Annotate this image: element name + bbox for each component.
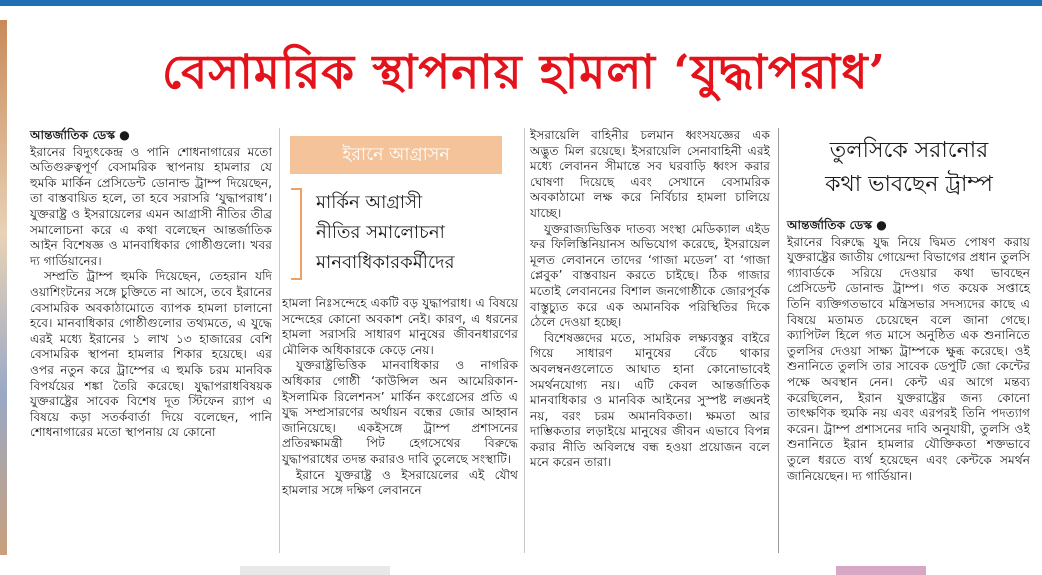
column-divider <box>524 128 525 553</box>
kicker-label: ইরানে আগ্রাসন <box>290 136 502 174</box>
paragraph: ইরানের বিরুদ্ধে যুদ্ধ নিয়ে দ্বিমত পোষণ করায় যুক্তরাষ্ট্রের জাতীয় গোয়েন্দা বিভাগের প্রধান তুলসি গ্যাবার্ডকে সরিয়ে দেওয়ার কথা ভাবছেন প্রেসিডেন্ট ডোনাল্ড ট্রাম্প। গত কয়েক সপ্তাহে তিনি ব্যক্তিগতভাবে মন্ত্রিসভার সদস্যদের কাছে এ বিষয়ে মতামত চেয়েছেন বলে জানা গেছে। ক্যাপিটল হিলে গত মাসে অনুষ্ঠিত এক শুনানিতে তুলসির দেওয়া সাক্ষ্য ট্রাম্পকে ক্ষুব্ধ করেছে। ওই শুনানিতে তুলসি তার সাবেক ডেপুটি জো কেন্টের পক্ষে অবস্থান নেন। কেন্ট এর আগে মন্তব্য করেছিলেন, ইরান যুক্তরাষ্ট্রের জন্য কোনো তাৎক্ষণিক হুমকি নয় এবং এরপরই তিনি পদত্যাগ করেন। ট্রাম্প প্রশাসনের দাবি অনুযায়ী, তুলসি ওই শুনানিতে ইরান হামলার যৌক্তিকতা শক্তভাবে তুলে ধরতে ব্যর্থ হয়েছেন এবং কেন্টকে সমর্থন জানিয়েছেন। দ্য গার্ডিয়ান। <box>787 234 1030 483</box>
subheadline-line: মার্কিন আগ্রাসী <box>316 192 423 213</box>
top-color-bar <box>0 0 1042 6</box>
paragraph: হামলা নিঃসন্দেহে একটি বড় যুদ্ধাপরাধ। এ বিষয়ে সন্দেহের কোনো অবকাশ নেই। কারণ, এ ধরনের হামলা সরাসরি সাধারণ মানুষের জীবনধারণের মৌলিক অধিকারকে কেড়ে নেয়। <box>282 296 518 357</box>
article-column-1 <box>30 128 272 441</box>
subheadline-line: নীতির সমালোচনা <box>316 222 445 243</box>
headline: বেসামরিক স্থাপনায় হামলা ‘যুদ্ধাপরাধ’ <box>162 45 886 100</box>
adjacent-photo-edge <box>0 20 7 555</box>
paragraph: যুক্তরাজ্যভিত্তিক দাতব্য সংস্থা মেডিক্যাল এইড ফর ফিলিস্তিনিয়ানস অভিযোগ করেছে, ইসরায়েল মূলত লেবাননে তাদের ‘গাজা মডেল’ বা ‘গাজা প্লেবুক’ বাস্তবায়ন করতে চাইছে। ঠিক গাজার মতোই লেবাননের বিশাল জনগোষ্ঠীকে জোরপূর্বক বাস্তুচ্যুত করে এক অমানবিক পরিস্থিতির দিকে ঠেলে দেওয়া হচ্ছে। <box>530 221 770 330</box>
side-title-line: তুলসিকে সরানোর <box>829 138 989 163</box>
paragraph: ইরানে যুক্তরাষ্ট্র ও ইসরায়েলের এই যৌথ হামলার সঙ্গে দক্ষিণ লেবাননে <box>282 467 518 498</box>
dateline-text: আন্তর্জাতিক ডেস্ক <box>787 218 873 232</box>
side-story-title <box>784 134 1034 202</box>
bullet-dot-icon: ● <box>119 128 130 142</box>
column-divider <box>279 128 280 553</box>
column-divider <box>778 128 779 553</box>
dateline <box>30 128 272 144</box>
dateline-text: আন্তর্জাতিক ডেস্ক <box>30 128 116 142</box>
subheadline-line: মানবাধিকারকর্মীদের <box>316 252 455 273</box>
dateline <box>787 218 1030 234</box>
article-column-3 <box>530 128 770 471</box>
paragraph: সম্প্রতি ট্রাম্প হুমকি দিয়েছেন, তেহরান যদি ওয়াশিংটনের সঙ্গে চুক্তিতে না আসে, তবে ইরানের বেসামরিক অবকাঠামোতে ব্যাপক হামলা চালানো হবে। মানবাধিকার গোষ্ঠীগুলোর তথ্যমতে, এ যুদ্ধে এরই মধ্যে ইরানের ১ লাখ ১৩ হাজারের বেশি বেসামরিক স্থাপনা হামলার শিকার হয়েছে। এর ওপর নতুন করে ট্রাম্পের এ হুমকি চরম মানবিক বিপর্যয়ের শঙ্কা তৈরি করেছে। যুদ্ধাপরাধবিষয়ক যুক্তরাষ্ট্রের সাবেক বিশেষ দূত স্টিফেন র‍্যাপ এ বিষয়ে কড়া সতর্কবার্তা দিয়ে বলেছেন, পানি শোধনাগারের মতো স্থাপনায় যে কোনো <box>30 269 272 440</box>
side-title-line: কথা ভাবছেন ট্রাম্প <box>825 172 993 197</box>
cropped-graphic <box>836 566 926 575</box>
paragraph: ইসরায়েলি বাহিনীর চলমান ধ্বংসযজ্ঞের এক অদ্ভুত মিল রয়েছে। ইসরায়েলি সেনাবাহিনী এরই মধ্যে লেবানন সীমান্তে সব ঘরবাড়ি ধ্বংস করার ঘোষণা দিয়েছে এবং সেখানে বেসামরিক অবকাঠামো লক্ষ করে নির্বিচার হামলা চালিয়ে যাচ্ছে। <box>530 128 770 220</box>
paragraph: বিশেষজ্ঞদের মতে, সামরিক লক্ষ্যবস্তুর বাইরে গিয়ে সাধারণ মানুষের বেঁচে থাকার অবলম্বনগুলোতে আঘাত হানা কোনোভাবেই সমর্থনযোগ্য নয়। এটি কেবল আন্তর্জাতিক মানবাধিকার ও মানবিক আইনের সুস্পষ্ট লঙ্ঘনই নয়, বরং চরম অমানবিকতা। ক্ষমতা আর দাম্ভিকতার লড়াইয়ে মানুষের জীবন এভাবে বিপন্ন করার নীতি অবিলম্বে বন্ধ হওয়া প্রয়োজন বলে মনে করেন তারা। <box>530 330 770 470</box>
side-story-body <box>787 218 1030 484</box>
subheadline <box>300 188 521 280</box>
bullet-dot-icon: ● <box>876 218 887 232</box>
next-page-edge <box>0 562 1042 575</box>
paragraph: যুক্তরাষ্ট্রভিত্তিক মানবাধিকার ও নাগরিক অধিকার গোষ্ঠী ‘কাউন্সিল অন আমেরিকান-ইসলামিক রিলেশনস’ মার্কিন কংগ্রেসের প্রতি এ যুদ্ধ সম্প্রসারণের অর্থায়ন বন্ধের জোর আহ্বান জানিয়েছে। একইসঙ্গে ট্রাম্প প্রশাসনের প্রতিরক্ষামন্ত্রী পিট হেগসেথের বিরুদ্ধে যুদ্ধাপরাধের তদন্ত করারও দাবি তুলেছে সংস্থাটি। <box>282 358 518 466</box>
cropped-graphic <box>240 566 390 575</box>
article-column-2 <box>282 296 518 499</box>
paragraph: ইরানের বিদ্যুৎকেন্দ্র ও পানি শোধনাগারের মতো অতিগুরুত্বপূর্ণ বেসামরিক স্থাপনায় হামলার যে হুমকি মার্কিন প্রেসিডেন্ট ডোনাল্ড ট্রাম্প দিয়েছেন, তা বাস্তবায়িত হলে, তা হবে সরাসরি ‘যুদ্ধাপরাধ’। যুক্তরাষ্ট্র ও ইসরায়েলের এমন আগ্রাসী নীতির তীব্র সমালোচনা করে এ কথা বলেছেন আন্তর্জাতিক আইন বিশেষজ্ঞ ও মানবাধিকার গোষ্ঠীগুলো। খবর দ্য গার্ডিয়ানের। <box>30 144 272 268</box>
